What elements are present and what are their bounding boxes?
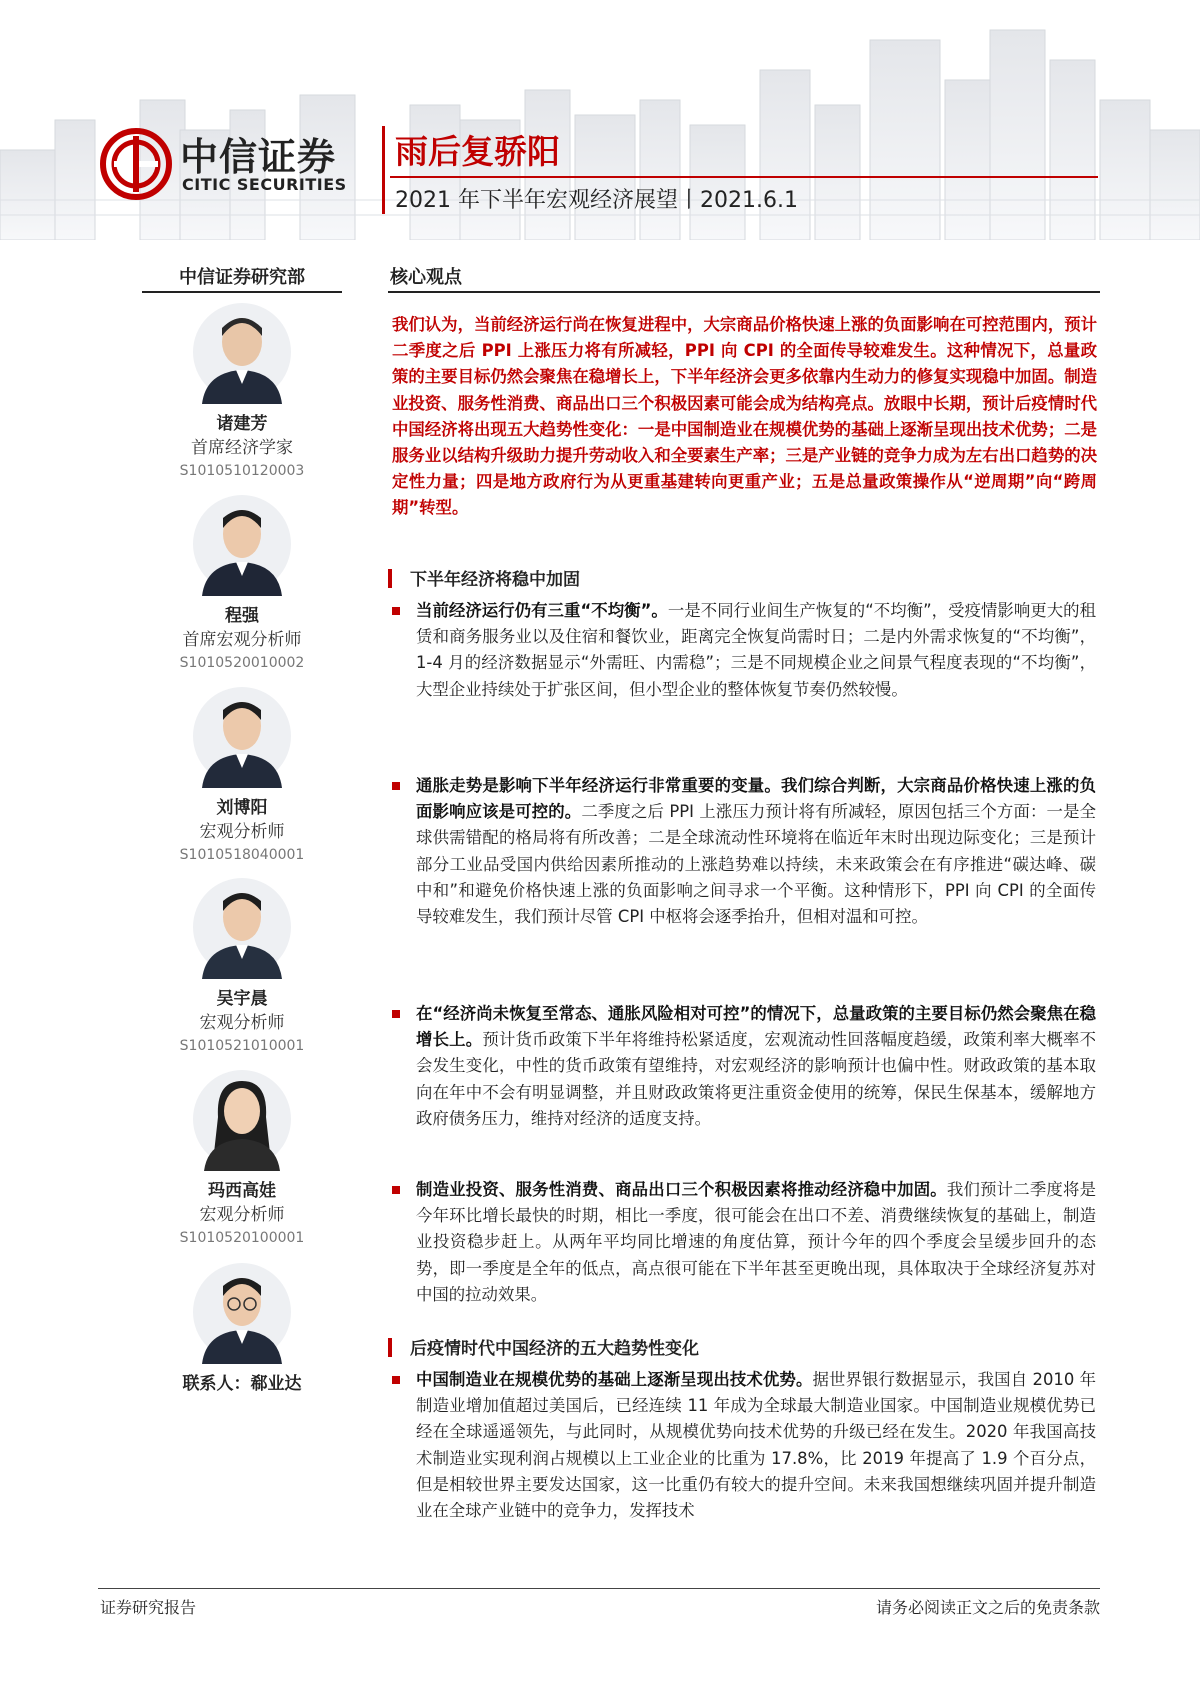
analyst-title: 首席宏观分析师: [182, 630, 302, 650]
bullet-body: 二季度之后 PPI 上涨压力预计将有所减轻，原因包括三个方面：一是全球供需错配的格局将有所改善；二是全球流动性环境将在临近年末时出现边际变化；三是预计部分工业品受国内供给因素所推动的上涨趋势难以持续，未来政策会在有序推进“碳达峰、碳中和”和避免价格快速上涨的负面影响之间寻求一个平衡。这种情形下，PPI 向 CPI 的全面传导较难发生，我们预计尽管 CPI 中枢将会逐季抬升，但相对温和可控。: [416, 802, 1096, 927]
summary-paragraph: 我们认为，当前经济运行尚在恢复进程中，大宗商品价格快速上涨的负面影响在可控范围内，预计二季度之后 PPI 上涨压力将有所减轻，PPI 向 CPI 的全面传导较难发生。这种情况下，总量政策的主要目标仍然会聚焦在稳增长上，下半年经济会更多依靠内生动力的修复实现稳中加固。制造业投资、服务性消费、商品出口三个积极因素可能会成为结构亮点。放眼中长期，预计后疫情时代中国经济将出现五大趋势性变化：一是中国制造业在规模优势的基础上逐渐呈现出技术优势；二是服务业以结构升级助力提升劳动收入和全要素生产率；三是产业链的竞争力成为左右出口趋势的决定性力量；四是地方政府行为从更重基建转向更重产业；五是总量政策操作从“逆周期”向“跨周期”转型。: [392, 315, 1097, 518]
contact-name: 联系人：郗业达: [182, 1374, 302, 1394]
bullet-square-icon: [392, 607, 400, 615]
analyst-license-id: S1010521010001: [179, 1038, 305, 1054]
analyst-card: [152, 494, 332, 674]
main-heading-rule: [388, 291, 1100, 293]
analyst-photo-icon: [192, 494, 292, 596]
core-views-heading: 核心观点: [390, 267, 462, 288]
bullet-body: 一是不同行业间生产恢复的“不均衡”，受疫情影响更大的租赁和商务服务业以及住宿和餐饮业，距离完全恢复尚需时日；二是内外需求恢复的“不均衡”，1-4 月的经济数据显示“外需旺、内需稳”；三是不同规模企业之间景气程度表现的“不均衡”，大型企业持续处于扩张区间，但小型企业的整体恢复节奏仍然较慢。: [416, 601, 1097, 699]
analyst-title: 宏观分析师: [199, 1205, 285, 1225]
bullet-square-icon: [392, 1376, 400, 1384]
footer-disclaimer-note: 请务必阅读正文之后的免责条款: [875, 1598, 1100, 1617]
analyst-card: [152, 1069, 332, 1249]
analyst-photo-icon: [192, 877, 292, 979]
brand-logo: [100, 128, 365, 203]
bullet-lead: 通胀走势是影响下半年经济运行非常重要的变量。我们综合判断，大宗商品价格快速上涨的负面影响应该是可控的。: [416, 776, 1096, 822]
bullet-lead: 制造业投资、服务性消费、商品出口三个积极因素将推动经济稳中加固。: [416, 1180, 947, 1199]
analyst-card: [152, 302, 332, 482]
section-marker: [388, 1338, 392, 1357]
brand-name-cn: 中信证券: [180, 135, 337, 179]
bullet-square-icon: [392, 782, 400, 790]
section-marker: [388, 569, 392, 588]
analyst-title: 宏观分析师: [199, 1013, 285, 1033]
analyst-license-id: S1010520100001: [179, 1230, 305, 1246]
header-divider: [382, 126, 385, 214]
analyst-name: 诸建芳: [216, 414, 268, 434]
analyst-card: [152, 877, 332, 1057]
bullet-paragraph: [416, 1001, 1096, 1132]
analyst-photo-icon: [192, 686, 292, 788]
bullet-body: 预计货币政策下半年将维持松紧适度，宏观流动性回落幅度趋缓，政策利率大概率不会发生变化，中性的货币政策有望维持，对宏观经济的影响预计也偏中性。财政政策的基本取向在年中不会有明显调整，并且财政政策将更注重资金使用的统筹，保民生保基本，缓解地方政府债务压力，维持对经济的适度支持。: [416, 1030, 1097, 1128]
report-title: 雨后复骄阳: [395, 132, 560, 171]
bullet-body: 据世界银行数据显示，我国自 2010 年制造业增加值超过美国后，已经连续 11 年成为全球最大制造业国家。中国制造业规模优势已经在全球遥遥领先，与此同时，从规模优势向技术优势的升级已经在发生。2020 年我国高技术制造业实现利润占规模以上工业企业的比重为 17.8%，比 2019 年提高了 1.9 个百分点，但是相较世界主要发达国家，这一比重仍有较大的提升空间。未来我国想继续巩固并提升制造业在全球产业链中的竞争力，发挥技术: [416, 1370, 1096, 1521]
brand-name-en: CITIC SECURITIES: [182, 175, 347, 194]
bullet-body: 我们预计二季度将是今年环比增长最快的时期，相比一季度，很可能会在出口不差、消费继续恢复的基础上，制造业投资稳步赶上。从两年平均同比增速的角度估算，预计今年的四个季度会呈缓步回升的态势，即一季度是全年的低点，高点很可能在下半年甚至更晚出现，具体取决于全球经济复苏对中国的拉动效果。: [416, 1180, 1097, 1304]
citic-logo-icon: [100, 128, 172, 200]
analyst-title: 宏观分析师: [199, 822, 285, 842]
left-heading-rule: [142, 291, 342, 293]
section-title: 下半年经济将稳中加固: [410, 570, 580, 590]
section-heading: [388, 1334, 699, 1359]
footer-rule: [98, 1588, 1100, 1589]
analyst-photo-icon: [192, 302, 292, 404]
bullet-lead: 在“经济尚未恢复至常态、通胀风险相对可控”的情况下，总量政策的主要目标仍然会聚焦在稳增长上。: [416, 1004, 1096, 1050]
footer-report-type: 证券研究报告: [100, 1598, 197, 1617]
bullet-paragraph: [416, 598, 1096, 703]
analyst-name: 吴宇晨: [216, 989, 268, 1009]
analyst-title: 首席经济学家: [191, 438, 293, 458]
analyst-name: 玛西高娃: [208, 1181, 276, 1201]
bullet-lead: 中国制造业在规模优势的基础上逐渐呈现出技术优势。: [416, 1370, 813, 1389]
report-subtitle: 2021 年下半年宏观经济展望丨2021.6.1: [395, 188, 798, 213]
bullet-paragraph: [416, 773, 1096, 930]
bullet-square-icon: [392, 1186, 400, 1194]
contact-card: [152, 1262, 332, 1396]
bullet-square-icon: [392, 1010, 400, 1018]
analyst-photo-icon: [192, 1069, 292, 1171]
bullet-paragraph: [416, 1177, 1096, 1308]
bullet-lead: 当前经济运行仍有三重“不均衡”。: [416, 601, 668, 620]
analyst-license-id: S1010520010002: [179, 655, 305, 671]
title-rule: [390, 176, 1098, 178]
bullet-paragraph: [416, 1367, 1096, 1524]
analyst-license-id: S1010510120003: [179, 463, 305, 479]
analyst-name: 刘博阳: [216, 798, 268, 818]
research-dept-heading: 中信证券研究部: [179, 267, 305, 288]
analyst-card: [152, 686, 332, 866]
section-heading: [388, 565, 580, 590]
contact-photo-icon: [192, 1262, 292, 1364]
section-title: 后疫情时代中国经济的五大趋势性变化: [410, 1339, 699, 1359]
analyst-license-id: S1010518040001: [179, 847, 305, 863]
analyst-name: 程强: [225, 606, 259, 626]
